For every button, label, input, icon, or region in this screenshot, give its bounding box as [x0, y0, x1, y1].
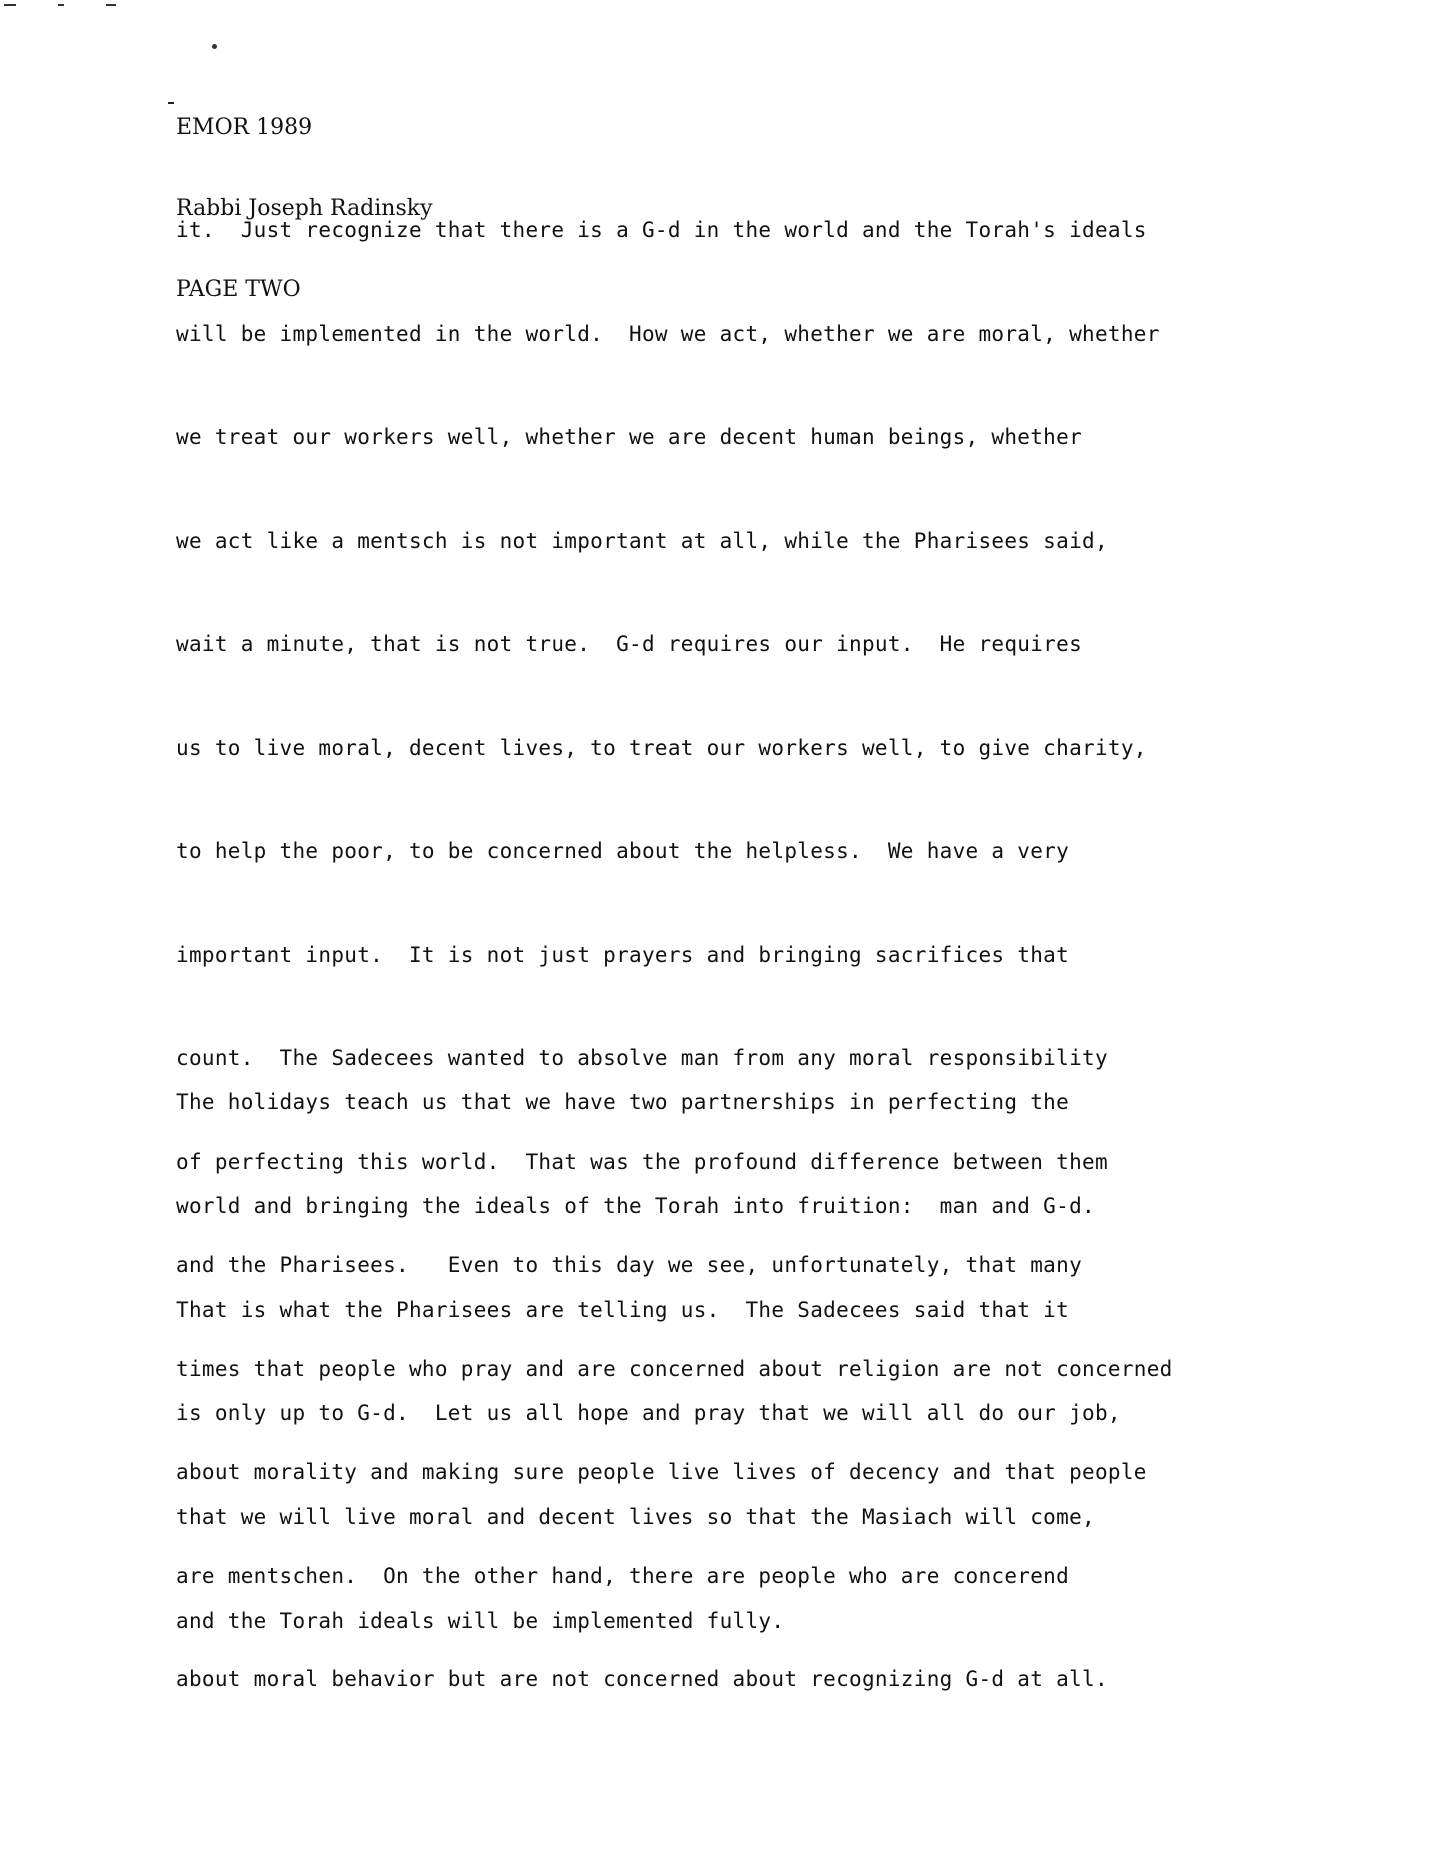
text-line: us to live moral, decent lives, to treat our workers well, to give charity,	[176, 735, 1147, 760]
text-line: that we will live moral and decent lives so that the Masiach will come,	[176, 1505, 1095, 1530]
text-line: world and bringing the ideals of the Torah into fruition: man and G-d.	[176, 1193, 1095, 1218]
text-line: we act like a mentsch is not important at all, while the Pharisees said,	[176, 528, 1108, 553]
document-title: EMOR 1989	[176, 115, 313, 140]
text-line: of perfecting this world. That was the profound difference between them	[176, 1149, 1108, 1174]
text-line: and the Pharisees. Even to this day we see, unfortunately, that many	[176, 1253, 1083, 1277]
text-line: are mentschen. On the other hand, there are people who are concerend	[176, 1563, 1070, 1588]
text-line: it. Just recognize that there is a G-d in the world and the Torah's ideals	[176, 218, 1147, 242]
text-line: we treat our workers well, whether we are decent human beings, whether	[176, 425, 1083, 449]
scan-artifact	[106, 4, 116, 6]
scan-speck	[212, 44, 217, 49]
text-line: will be implemented in the world. How we act, whether we are moral, whether	[176, 321, 1160, 346]
text-line: and the Torah ideals will be implemented fully.	[176, 1608, 785, 1633]
text-line: is only up to G-d. Let us all hope and pray that we will all do our job,	[176, 1401, 1121, 1426]
page-label: PAGE TWO	[176, 277, 301, 302]
text-line: The holidays teach us that we have two partnerships in perfecting the	[176, 1090, 1070, 1114]
text-line: about moral behavior but are not concerned about recognizing G-d at all.	[176, 1667, 1108, 1691]
margin-mark	[168, 102, 174, 104]
text-line: important input. It is not just prayers and bringing sacrifices that	[176, 942, 1070, 967]
document-author: Rabbi Joseph Radinsky	[176, 196, 433, 221]
body-paragraph	[176, 1040, 1121, 1711]
text-line: times that people who pray and are concerned about religion are not concerned	[176, 1356, 1173, 1381]
scan-artifact	[58, 4, 64, 6]
text-line: count. The Sadecees wanted to absolve man from any moral responsibility	[176, 1046, 1108, 1070]
text-line: about morality and making sure people live lives of decency and that people	[176, 1460, 1147, 1484]
text-line: wait a minute, that is not true. G-d requires our input. He requires	[176, 632, 1083, 656]
text-line: to help the poor, to be concerned about the helpless. We have a very	[176, 839, 1070, 863]
scan-artifact	[4, 4, 16, 6]
text-line: That is what the Pharisees are telling us. The Sadecees said that it	[176, 1297, 1070, 1322]
